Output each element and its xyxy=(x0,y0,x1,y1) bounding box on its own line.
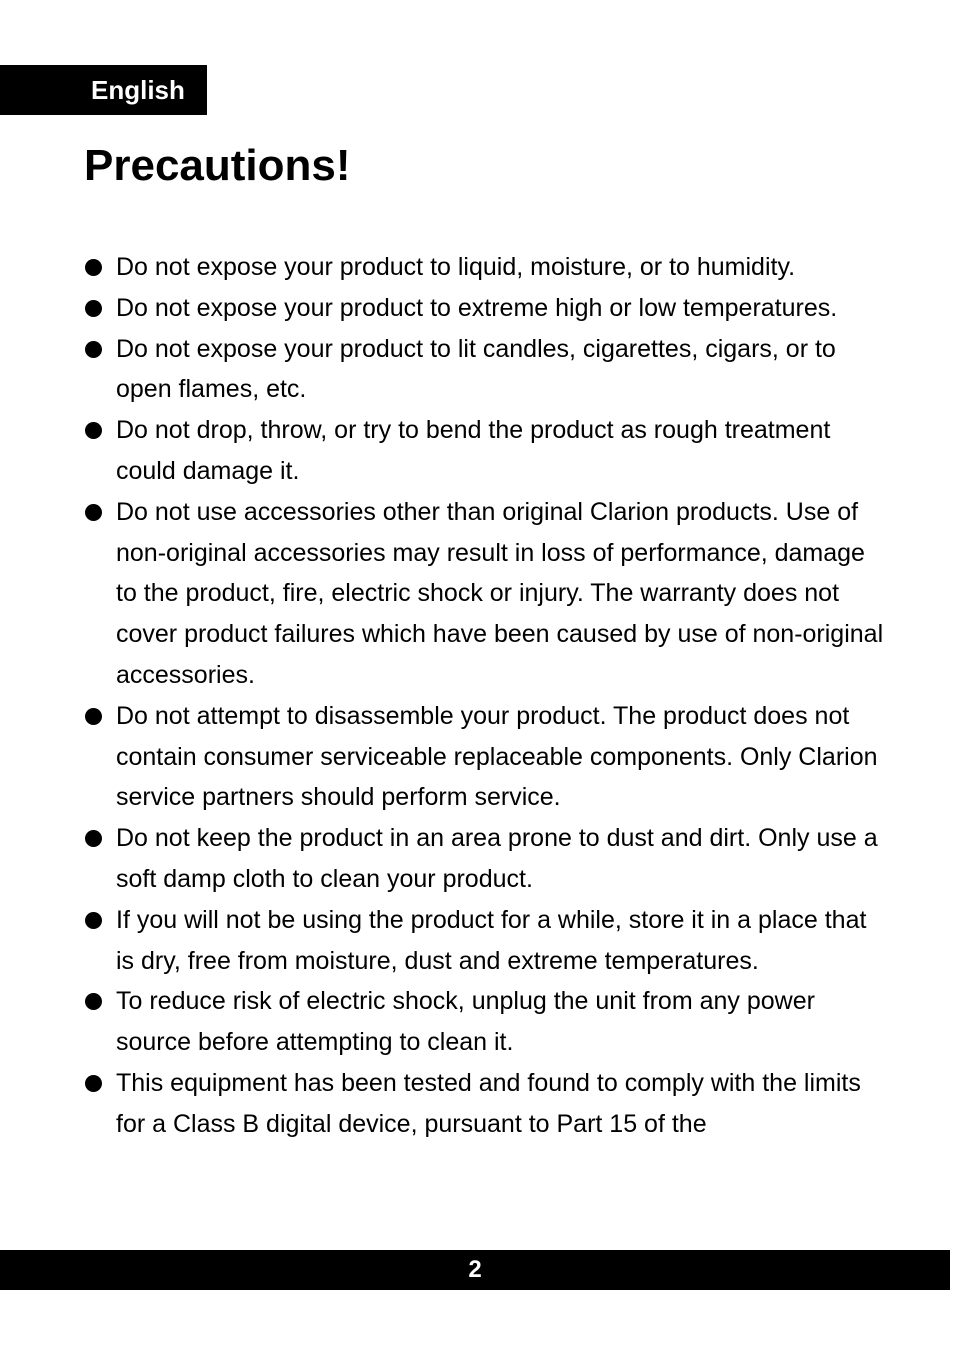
list-item xyxy=(84,900,884,982)
bullet-icon xyxy=(85,341,102,358)
list-item xyxy=(84,492,884,696)
list-item-text: Do not drop, throw, or try to bend the product as rough treatment could damage it. xyxy=(116,416,831,485)
list-item-text: Do not expose your product to liquid, moisture, or to humidity. xyxy=(116,253,796,281)
bullet-icon xyxy=(85,300,102,317)
bullet-icon xyxy=(85,259,102,276)
list-item-text: Do not use accessories other than original Clarion products. Use of non-original accessories may result in loss of performance, damage to the product, fire, electric shock or injury. The warranty does not cover product failures which have been caused by use of non-original accessories. xyxy=(116,497,884,689)
list-item xyxy=(84,247,884,288)
list-item-text: Do not keep the product in an area prone to dust and dirt. Only use a soft damp cloth to clean your product. xyxy=(116,824,878,893)
list-item xyxy=(84,696,884,818)
list-item-text: Do not expose your product to lit candles, cigarettes, cigars, or to open flames, etc. xyxy=(116,334,836,404)
bullet-icon xyxy=(85,830,102,847)
bullet-icon xyxy=(85,422,102,439)
list-item-text: Do not attempt to disassemble your product. The product does not contain consumer serviceable replaceable components. Only Clarion service partners should perform service. xyxy=(116,701,878,812)
language-label: English xyxy=(91,75,185,105)
language-tab xyxy=(0,65,207,115)
bullet-icon xyxy=(85,912,102,929)
page-number: 2 xyxy=(468,1256,482,1283)
list-item-text: This equipment has been tested and found to comply with the limits for a Class B digital device, pursuant to Part 15 of the xyxy=(116,1068,861,1138)
list-item xyxy=(84,1063,884,1145)
list-item xyxy=(84,288,884,329)
precautions-list xyxy=(84,247,884,1145)
list-item-text: If you will not be using the product for a while, store it in a place that is dry, free from moisture, dust and extreme temperatures. xyxy=(116,905,867,975)
list-item xyxy=(84,981,884,1063)
page-footer xyxy=(0,1250,950,1290)
list-item xyxy=(84,329,884,411)
list-item xyxy=(84,818,884,900)
bullet-icon xyxy=(85,708,102,725)
bullet-icon xyxy=(85,504,102,521)
list-item xyxy=(84,410,884,492)
list-item-text: Do not expose your product to extreme high or low temperatures. xyxy=(116,293,838,322)
bullet-icon xyxy=(85,1075,102,1092)
bullet-icon xyxy=(85,993,102,1010)
page-title: Precautions! xyxy=(84,141,351,190)
list-item-text: To reduce risk of electric shock, unplug the unit from any power source before attempting to clean it. xyxy=(116,987,815,1057)
